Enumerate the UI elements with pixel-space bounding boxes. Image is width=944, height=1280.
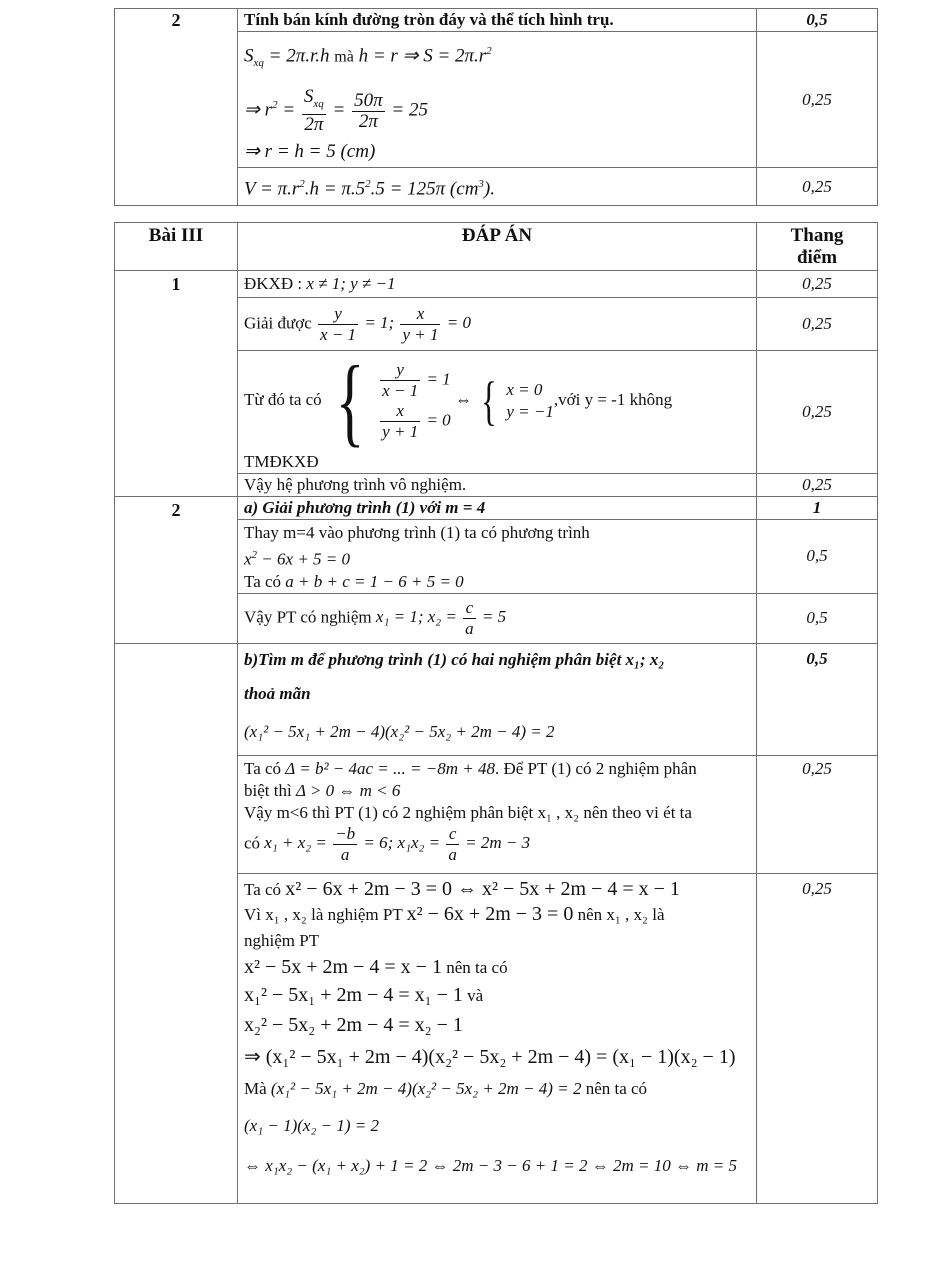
solution-step: Vậy hệ phương trình vô nghiệm. <box>238 474 757 497</box>
row-label: 1 <box>115 271 238 497</box>
score: 0,25 <box>757 474 878 497</box>
score: 0,5 <box>757 520 878 594</box>
column-header: Bài III <box>115 223 238 271</box>
score: 0,5 <box>757 643 878 755</box>
solution-step: Từ đó ta có { $\frac{y}{x - 1}$ = 1 $\frac{x}{y + 1}$ = 0 ⇔ { x = 0 y = −1 ,với y = -1 không TMĐKXĐ <box>238 351 757 474</box>
solution-step: Giải được $\frac{y}{x - 1}$ = 1; $\frac{x}{y + 1}$ = 0 <box>238 298 757 351</box>
left-brace-icon: { <box>481 371 497 431</box>
section-heading: a) Giải phương trình (1) với m = 4 <box>238 497 757 520</box>
section-heading: Tính bán kính đường tròn đáy và thể tích hình trụ. <box>238 9 757 32</box>
left-brace-icon: { <box>335 345 365 456</box>
solution-step: $V = \pi.r^2.h = \pi.5^2.5 = 125\pi$ $(cm^3)$. <box>238 168 757 206</box>
score: 0,25 <box>757 32 878 168</box>
math-line: ⇒ r = h = 5 (cm) <box>244 141 376 163</box>
scoring-table-bai-iii <box>114 222 878 1204</box>
column-header: ĐÁP ÁN <box>238 223 757 271</box>
score: 0,25 <box>757 298 878 351</box>
math-line: $S_{xq} = 2\pi.r.h$ mà h = r ⇒ $S = 2\pi.r^2$ <box>244 45 492 70</box>
solution-step: Ta có Δ = b² − 4ac = ... = −8m + 48. Để PT (1) có 2 nghiệm phân biệt thì Δ > 0 ⇔ m < 6 Vậy m<6 thì PT (1) có 2 nghiệm phân biệt x₁ , x₂ nên theo vi ét ta có x₁ + x₂ = $\frac{-b}{a}$ = 6; x₁x₂ = $\frac{c}{a}$ = 2m − 3 <box>238 755 757 873</box>
scoring-table-part-2 <box>114 8 878 206</box>
score: 0,25 <box>757 271 878 298</box>
score: 0,25 <box>757 351 878 474</box>
row-label-empty <box>115 643 238 1203</box>
section-heading: b)Tìm m để phương trình (1) có hai nghiệm phân biệt x₁; x₂ thoả mãn (x₁² − 5x₁ + 2m − 4)(x₂² − 5x₂ + 2m − 4) = 2 <box>238 643 757 755</box>
score: 1 <box>757 497 878 520</box>
solution-step: Ta có x² − 6x + 2m − 3 = 0 ⇔ x² − 5x + 2m − 4 = x − 1 Vì x₁ , x₂ là nghiệm PT x² − 6x + 2m − 3 = 0 nên x₁ , x₂ là nghiệm PT x² − 5x + 2m − 4 = x − 1 nên ta có x₁² − 5x₁ + 2m − 4 = x₁ − 1 và x₂² − 5x₂ + 2m − 4 = x₂ − 1 ⇒ (x₁² − 5x₁ + 2m − 4)(x₂² − 5x₂ + 2m − 4) = (x₁ − 1)(x₂ − 1) Mà (x₁² − 5x₁ + 2m − 4)(x₂² − 5x₂ + 2m − 4) = 2 nên ta có (x₁ − 1)(x₂ − 1) = 2 ⇔ x₁x₂ − (x₁ + x₂) + 1 = 2 ⇔ 2m − 3 − 6 + 1 = 2 ⇔ 2m = 10 ⇔ m = 5 <box>238 873 757 1203</box>
solution-step: ĐKXĐ : x ≠ 1; y ≠ −1 <box>238 271 757 298</box>
solution-step <box>238 32 757 168</box>
solution-step: Thay m=4 vào phương trình (1) ta có phương trình $x^2 - 6x + 5 = 0$ Ta có a + b + c = 1 − 6 + 5 = 0 <box>238 520 757 594</box>
row-label: 2 <box>115 497 238 644</box>
math-line: ⇒ $r^2$ = $\frac{S_{xq}}{2\pi}$ = $\frac{50\pi}{2\pi}$ = 25 <box>244 86 428 135</box>
score: 0,25 <box>757 873 878 1203</box>
score: 0,25 <box>757 755 878 873</box>
score: 0,25 <box>757 168 878 206</box>
score: 0,5 <box>757 9 878 32</box>
column-header: Thang điểm <box>757 223 878 271</box>
solution-step: Vậy PT có nghiệm x₁ = 1; x₂ = $\frac{c}{a}$ = 5 <box>238 593 757 643</box>
row-label: 2 <box>115 9 238 206</box>
score: 0,5 <box>757 593 878 643</box>
